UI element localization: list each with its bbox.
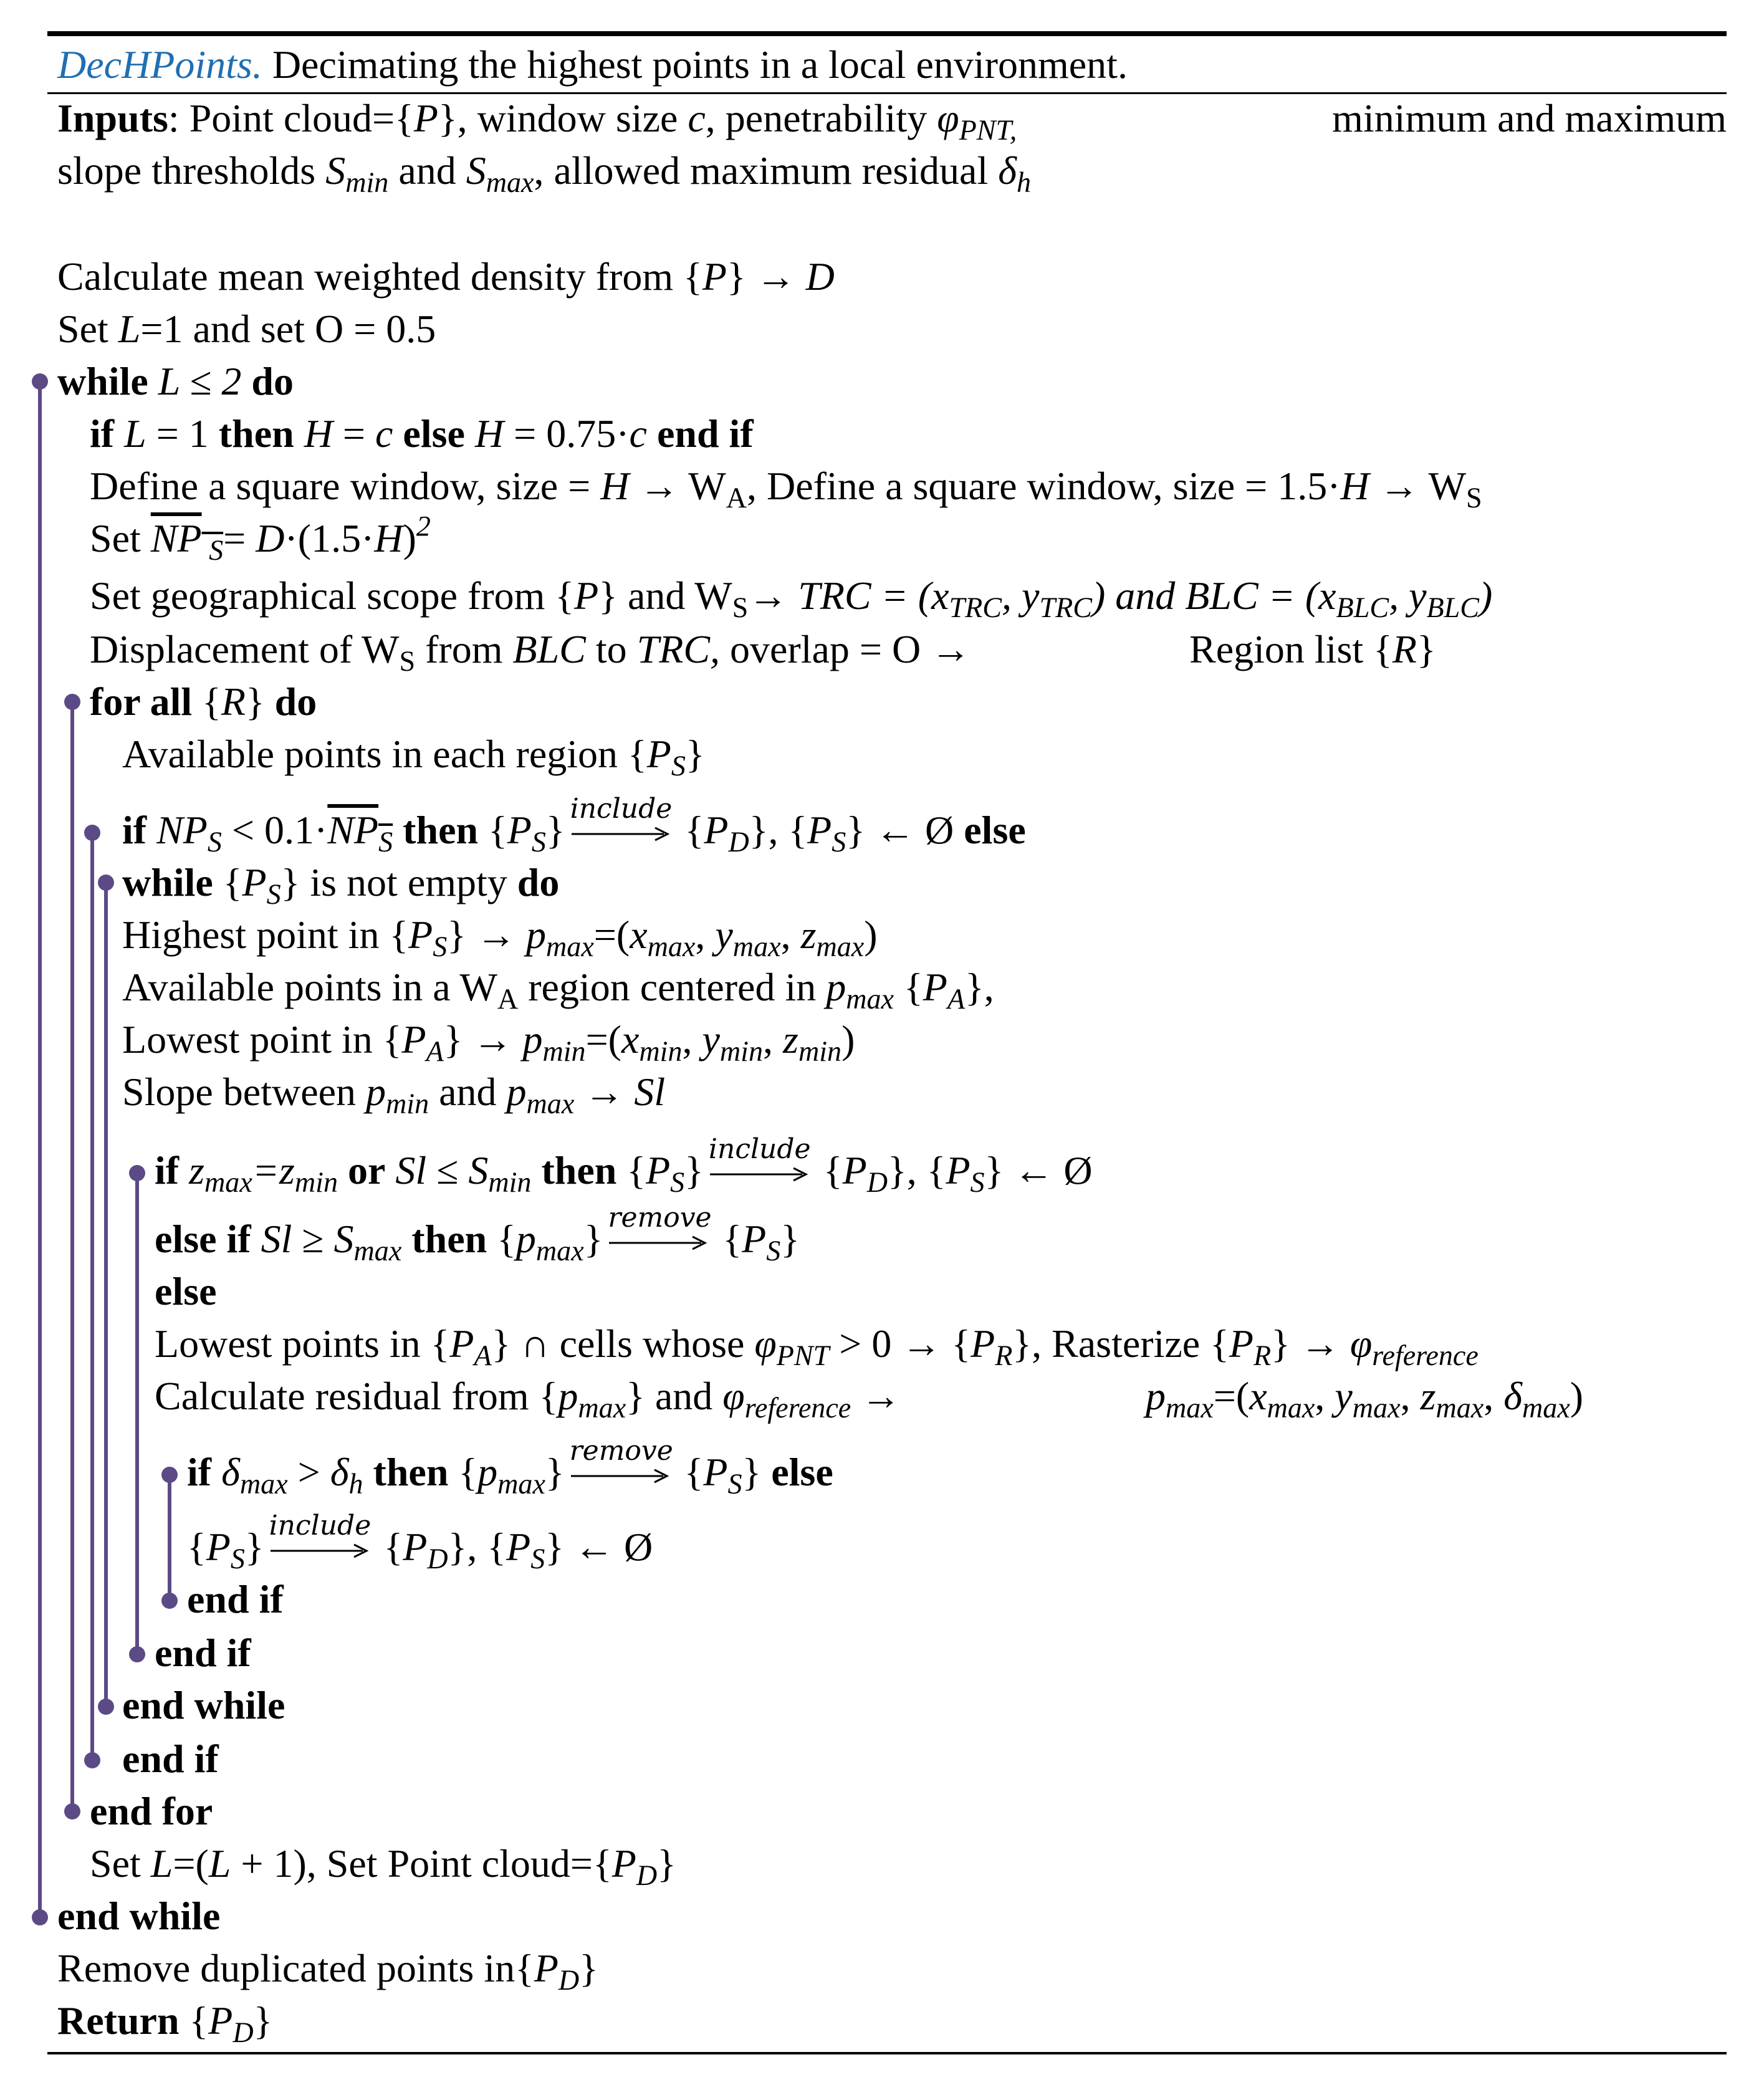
algo-line-15: Lowest point in $\{P_A\} \to p_{min}=(x_{min}$, $y_{min}$, $z_{min}$) (122, 1017, 855, 1067)
if-delta-bracket (161, 1467, 178, 1609)
algo-line-1: Calculate mean weighted density from {P} → D (57, 254, 835, 299)
while-ps-bracket (98, 875, 114, 1715)
title-rule (47, 92, 1727, 94)
algo-line-29: Set L=(L + 1), Set Point $cloud=\{P_D\}$ (90, 1841, 676, 1891)
algo-line-31: Remove duplicated points $in\{P_D\}$ (57, 1946, 598, 1996)
if-np-bracket (84, 825, 100, 1768)
algo-line-14: Available points in a $W_A$ region centered in $p_{max}$ $\{P_A\}$, (122, 965, 994, 1015)
remove-arrow: remove (570, 1464, 669, 1488)
algo-line-30: end while (57, 1894, 221, 1938)
algo-line-23: $\{P_S\}$ include $\{P_D\}$, $\{P_S\}$ ← Ø (187, 1510, 653, 1575)
algo-line-20: Lowest points in $\{P_A\}$ ∩ cells whose $\varphi_{PNT} > 0 \to \{P_R\}$, Rasterize $\{P_R\} \to \varphi_{reference}$ (155, 1321, 1479, 1371)
algo-line-24: end if (187, 1577, 284, 1621)
algo-line-18: else if $Sl \ge S_{max}$ then $\{p_{max}\}$ remove $\{P_S\}$ (155, 1202, 800, 1267)
algo-line-21: Calculate residual from $\{p_{max}\}$ and $\varphi_{reference}$ → (155, 1374, 901, 1424)
top-rule (47, 31, 1727, 36)
algo-line-28: end for (90, 1789, 213, 1833)
while-l-bracket (32, 373, 48, 1925)
bottom-rule (47, 2052, 1727, 2054)
algo-line-5: Define a square window, size = $H \to W_A$, Define a square window, size = $1.5\cdot H \to W_S$ (90, 464, 1482, 514)
algo-line-27: end if (122, 1737, 219, 1781)
algo-line-8: Displacement of $W_S$ from BLC to TRC, overlap = O → (90, 627, 971, 677)
include-arrow: include (269, 1538, 369, 1563)
algorithm-description: Decimating the highest points in a local environment. (272, 42, 1128, 87)
include-arrow: include (570, 822, 670, 846)
for-all-bracket (64, 694, 80, 1819)
algo-line-7: Set geographical scope from {P} and $W_S\to$ TRC = ($x_{TRC}$, $y_{TRC}$) and BLC = ($x_{BLC}$, $y_{BLC}$) (90, 573, 1493, 623)
algo-line-3: while L ≤ 2 do (57, 359, 294, 403)
algo-line-32: Return $\{P_D\}$ (57, 1998, 273, 2048)
algo-line-22: if $\delta_{max} > \delta_h$ then $\{p_{max}\}$ remove $\{P_S\}$ else (187, 1435, 833, 1500)
inputs-line-2: slope thresholds $S_{min}$ and $S_{max}$, allowed maximum residual $\delta_h$ (57, 148, 1032, 198)
algo-line-6: Set $\overline{NP}$ $_S= D\cdot(1.5\cdot H)^2$ (90, 510, 431, 566)
algo-line-19: else (155, 1269, 217, 1313)
algo-line-16: Slope between $p_{min}$ and $p_{max} \to Sl$ (122, 1070, 666, 1119)
inputs-line-1: Inputs: Point cloud={P}, window size c, penetrability $\varphi_{PNT,}$ minimum and maximum (57, 96, 1727, 146)
algo-line-11: if $NP_S < 0.1\cdot\overline{NP}_{\overline{S}}$ then $\{P_S\}$ include $\{P_D\}$, $\{P_S\}$ ← Ø else (122, 793, 1026, 858)
include-arrow: include (709, 1162, 808, 1187)
algorithm-name: DecHPoints. (57, 42, 262, 87)
algo-line-21-result: $p_{max}=(x_{max}$, $y_{max}$, $z_{max}$, $\delta_{max}$) (1146, 1374, 1584, 1424)
algo-line-26: end while (122, 1683, 285, 1727)
algo-line-2: Set L=1 and set O = 0.5 (57, 307, 436, 351)
algo-line-9: for all {R} do (90, 679, 317, 724)
algo-line-8-region: Region list {R} (1189, 627, 1436, 671)
algorithm-title (57, 42, 1128, 87)
algo-line-13: Highest point in $\{P_S\} \to p_{max}=(x_{max}$, $y_{max}$, $z_{max}$) (122, 913, 878, 962)
algo-line-12: while $\{P_S\}$ is not empty do (122, 860, 560, 910)
inputs-label: Inputs (57, 96, 168, 140)
algo-line-17: if $z_{max}=z_{min}$ or $Sl \le S_{min}$ then $\{P_S\}$ include $\{P_D\}$, $\{P_S\}$ ← Ø (155, 1133, 1093, 1198)
algo-line-4: if L = 1 then H = c else H = 0.75·c end if (90, 411, 754, 456)
if-zmax-bracket (129, 1165, 145, 1662)
algo-line-10: Available points in each region $\{P_S\}$ (122, 732, 705, 782)
algo-line-25: end if (155, 1631, 251, 1675)
remove-arrow: remove (608, 1230, 707, 1255)
